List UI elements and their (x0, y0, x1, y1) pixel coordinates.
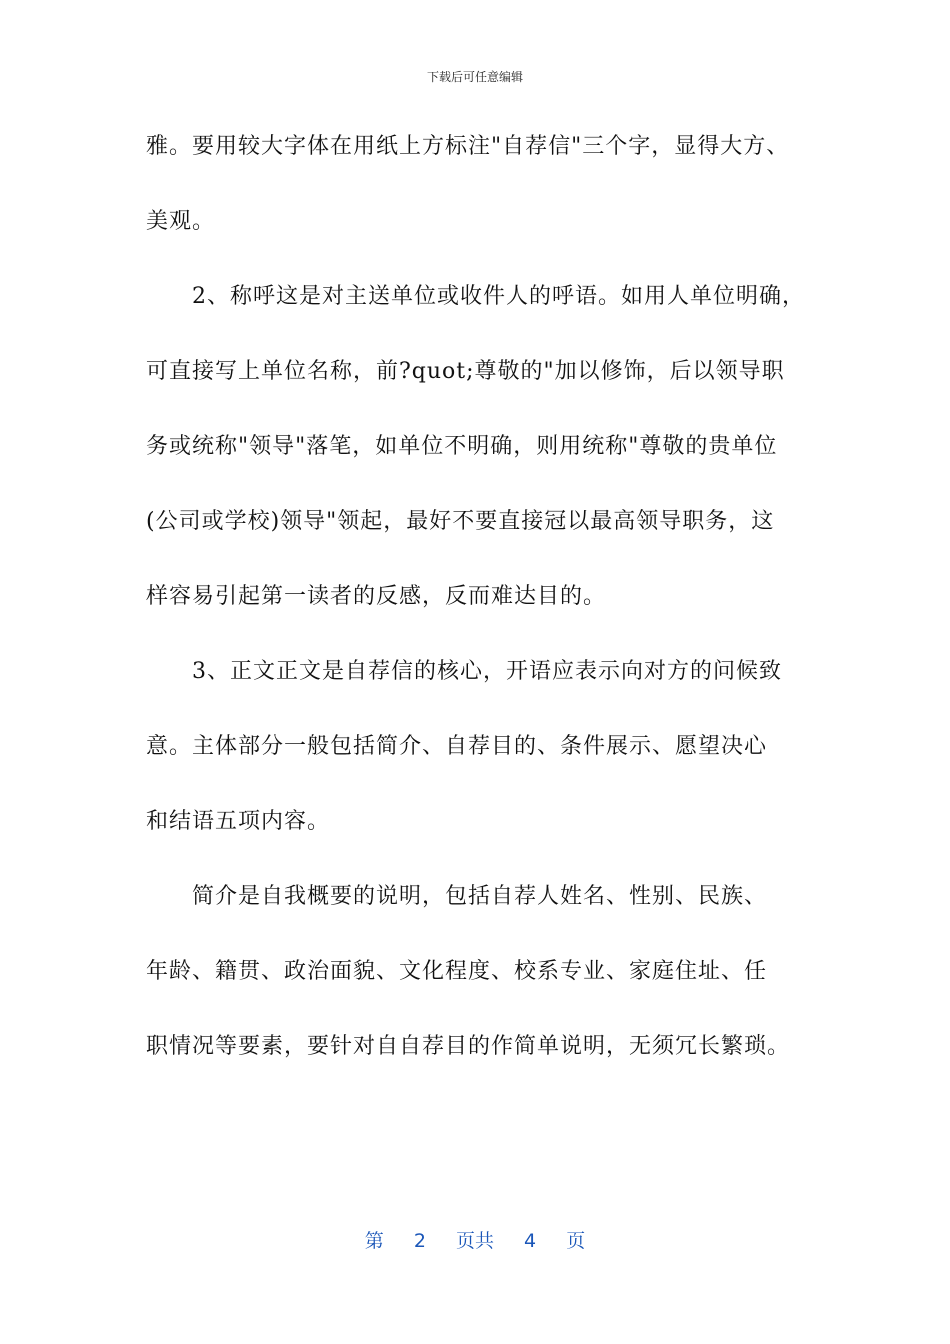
body-line-11: 简介是自我概要的说明，包括自荐人姓名、性别、民族、 (192, 884, 768, 909)
body-line-12: 年龄、籍贯、政治面貌、文化程度、校系专业、家庭住址、任 (146, 959, 768, 984)
footer-current-page: 2 (413, 1230, 426, 1252)
body-line-7: 样容易引起第一读者的反感，反而难达目的。 (146, 584, 607, 609)
body-line-8: 3、正文正文是自荐信的核心，开语应表示向对方的问候致 (192, 659, 782, 684)
body-line-4: 可直接写上单位名称，前?quot;尊敬的"加以修饰，后以领导职 (146, 359, 785, 384)
body-line-13: 职情况等要素，要针对自自荐目的作简单说明，无须冗长繁琐。 (146, 1034, 791, 1059)
footer-suffix: 页 (566, 1230, 586, 1252)
footer-prefix: 第 (364, 1230, 384, 1252)
body-line-9: 意。主体部分一般包括简介、自荐目的、条件展示、愿望决心 (146, 734, 768, 759)
body-line-2: 美观。 (146, 209, 216, 234)
page-footer (0, 1226, 950, 1253)
document-body (146, 114, 826, 1089)
body-line-6: (公司或学校)领导"领起，最好不要直接冠以最高领导职务，这 (146, 509, 775, 534)
body-line-10: 和结语五项内容。 (146, 809, 331, 834)
body-line-3: 2、称呼这是对主送单位或收件人的呼语。如用人单位明确， (192, 284, 805, 309)
body-line-5: 务或统称"领导"落笔，如单位不明确，则用统称"尊敬的贵单位 (146, 434, 778, 459)
page-header-note: 下载后可任意编辑 (426, 70, 523, 84)
body-line-1: 雅。要用较大字体在用纸上方标注"自荐信"三个字，显得大方、 (146, 134, 790, 159)
footer-middle: 页共 (455, 1230, 494, 1252)
footer-total-pages: 4 (524, 1230, 537, 1252)
